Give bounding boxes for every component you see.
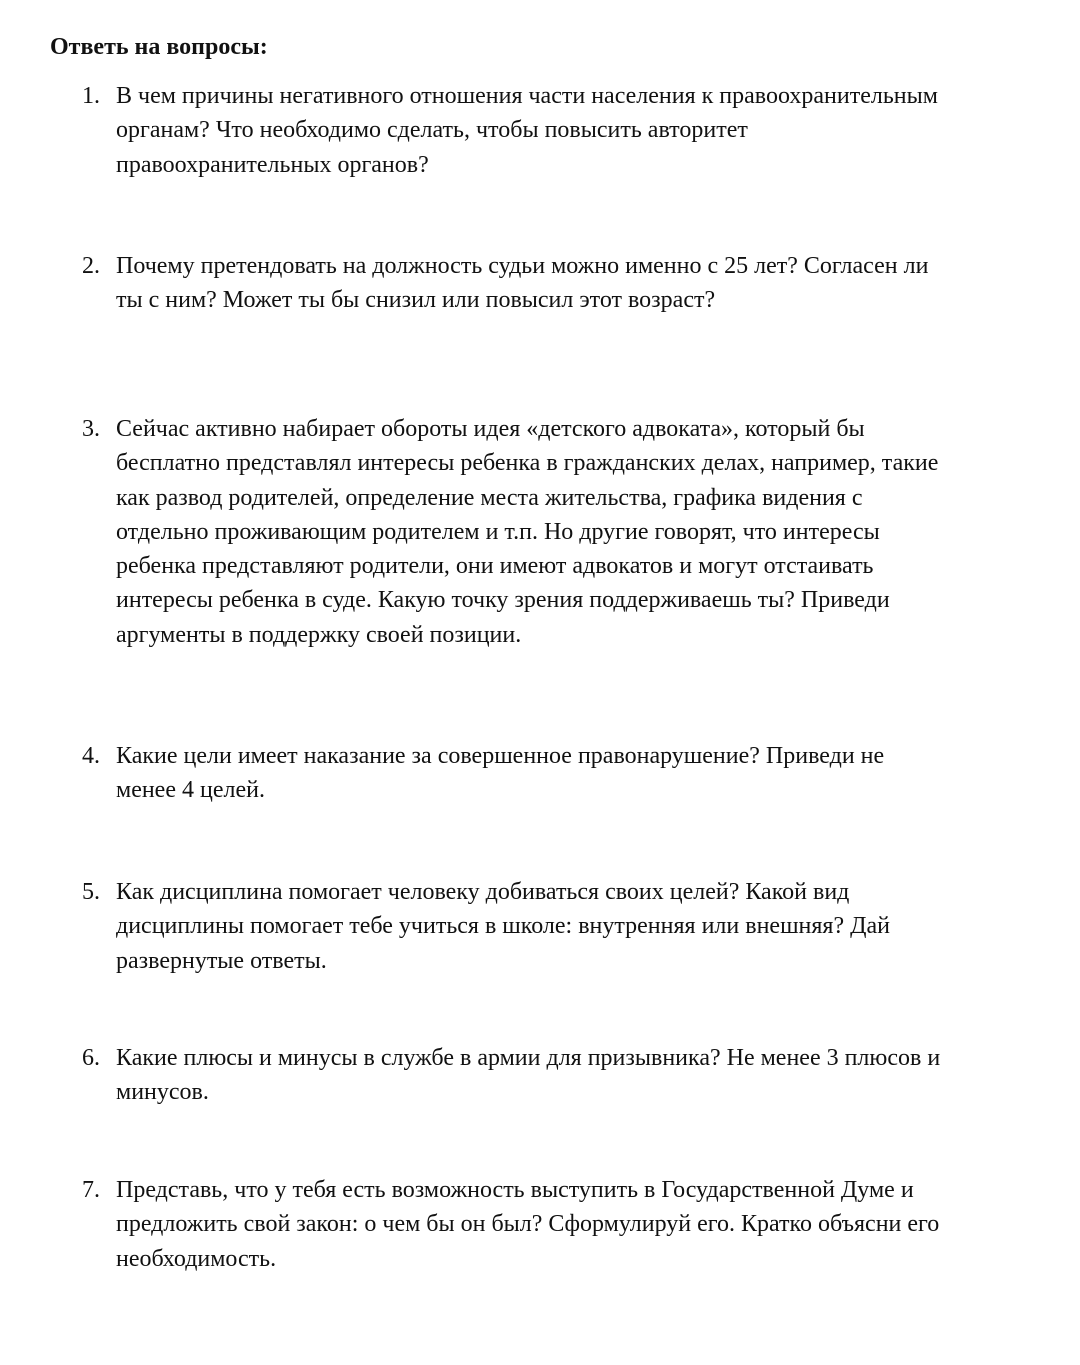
text-line: развернутые ответы. [116,947,327,974]
text-line: Сейчас активно набирает обороты идея «детского адвоката», который бы [116,416,865,442]
question-number: 1. [82,83,100,109]
question-number: 7. [82,1177,100,1203]
text-line: ребенка представляют родители, они имеют адвокатов и могут отстаивать [116,553,874,580]
text-line: интересы ребенка в суде. Какую точку зрения поддерживаешь ты? Приведи [116,587,890,614]
question-text [116,79,1036,182]
text-line: Какие цели имеет наказание за совершенное правонарушение? Приведи не [116,743,885,769]
text-line: Как дисциплина помогает человеку добиваться своих целей? Какой вид [116,879,850,905]
text-line: менее 4 целей. [116,777,265,804]
text-line: предложить свой закон: о чем бы он был? Сформулируй его. Кратко объясни его [116,1211,940,1238]
text-line: Какие плюсы и минусы в службе в армии для призывника? Не менее 3 плюсов и [116,1045,941,1071]
text-line: ты с ним? Может ты бы снизил или повысил этот возраст? [116,287,716,314]
text-line: как развод родителей, определение места жительства, графика видения с [116,484,863,511]
question-number: 5. [82,879,100,905]
question-number: 3. [82,416,100,442]
text-line: В чем причины негативного отношения части населения к правоохранительным [116,83,938,109]
question-number: 2. [82,253,100,279]
text-line: отдельно проживающим родителем и т.п. Но другие говорят, что интересы [116,518,880,545]
question-text [116,739,1036,808]
text-line: аргументы в поддержку своей позиции. [116,621,522,648]
question-text [116,1173,1036,1276]
question-text [116,412,1036,652]
question-number: 6. [82,1045,100,1071]
text-line: минусов. [116,1079,209,1106]
question-text [116,249,1036,318]
text-line: необходимость. [116,1245,277,1272]
text-line: правоохранительных органов? [116,151,429,178]
text-line: бесплатно представлял интересы ребенка в гражданских делах, например, такие [116,450,939,477]
question-number: 4. [82,743,100,769]
text-line: органам? Что необходимо сделать, чтобы повысить авторитет [116,117,748,144]
question-text [116,1041,1036,1110]
text-line: дисциплины помогает тебе учиться в школе: внутренняя или внешняя? Дай [116,913,890,940]
page-title: Ответь на вопросы: [50,34,268,60]
text-line: Представь, что у тебя есть возможность выступить в Государственной Думе и [116,1177,914,1203]
text-line: Почему претендовать на должность судьи можно именно с 25 лет? Согласен ли [116,253,929,279]
question-text [116,875,1036,978]
